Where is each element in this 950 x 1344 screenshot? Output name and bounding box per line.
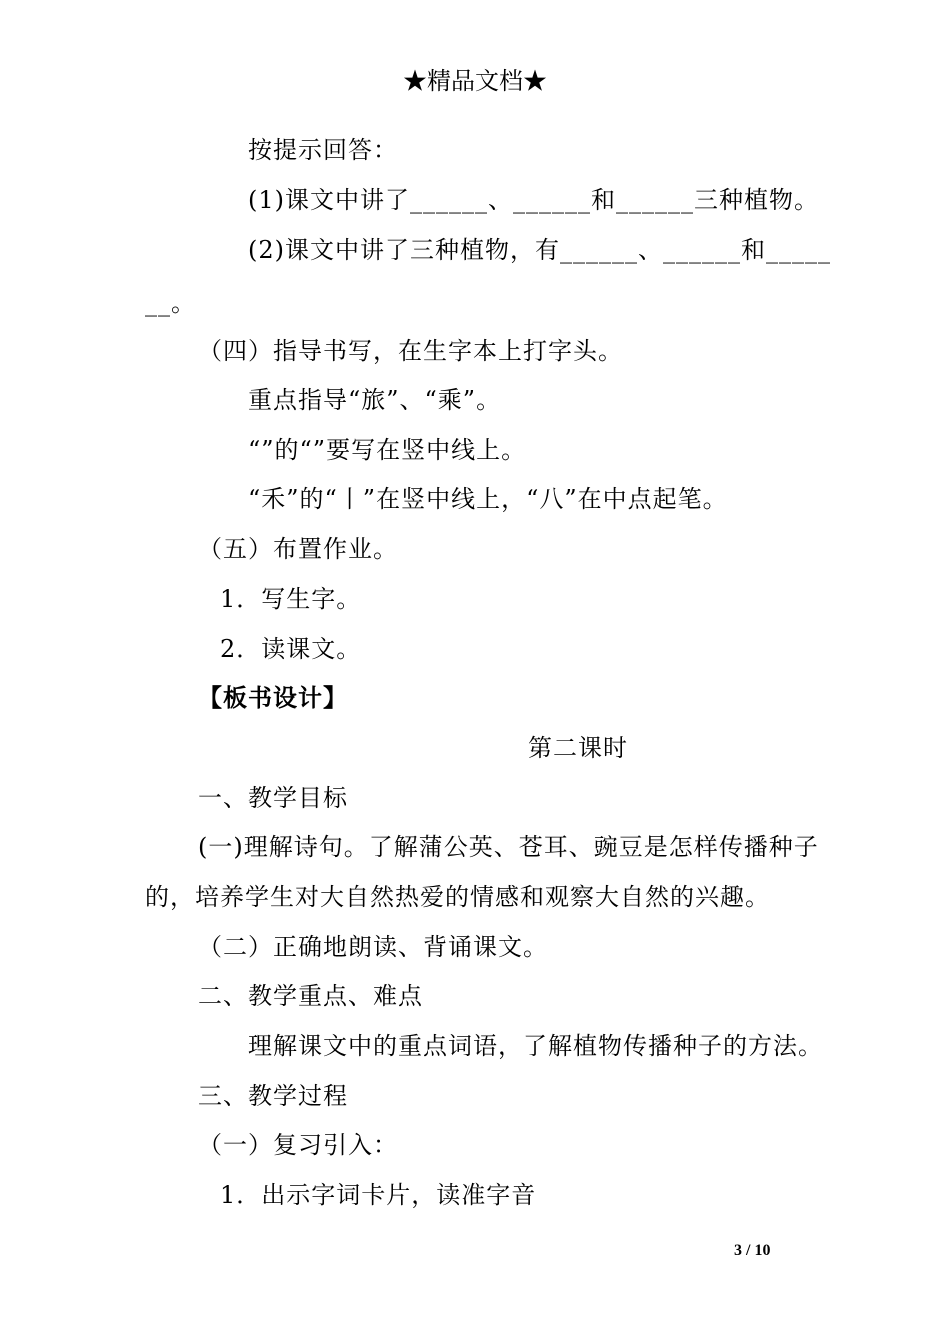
lesson-title: 第二课时 [528,734,628,762]
text-line: 重点指导“旅”、“乘”。 [248,386,502,414]
text-line: （一）复习引入： [198,1131,398,1159]
text-line: 2．读课文。 [220,635,362,663]
text-line: （二）正确地朗读、背诵课文。 [198,933,548,961]
text-line: 的，培养学生对大自然热爱的情感和观察大自然的兴趣。 [145,883,770,911]
text-line: 1．出示字词卡片，读准字音 [220,1181,537,1209]
section-heading: 二、教学重点、难点 [198,982,423,1010]
text-line: “”的“”要写在竖中线上。 [248,436,527,464]
text-line: 理解课文中的重点词语，了解植物传播种子的方法。 [248,1032,823,1060]
text-line: （四）指导书写，在生字本上打字头。 [198,337,623,365]
page-number: 3 / 10 [734,1242,771,1259]
text-line: （五）布置作业。 [198,535,398,563]
text-line: __。 [145,289,196,317]
page-header: ★精品文档★ [403,67,547,95]
section-heading: 三、教学过程 [198,1082,348,1110]
text-line: “禾”的“丨”在竖中线上，“八”在中点起笔。 [248,485,728,513]
section-heading: 【板书设计】 [198,683,348,712]
text-line: 按提示回答： [248,136,398,164]
section-heading: 一、教学目标 [198,784,348,812]
text-line: 1．写生字。 [220,585,362,613]
text-line: (1)课文中讲了______、______和______三种植物。 [248,186,819,214]
text-line: (2)课文中讲了三种植物，有______、______和_____ [248,236,831,264]
text-line: (一)理解诗句。了解蒲公英、苍耳、豌豆是怎样传播种子 [198,833,819,861]
